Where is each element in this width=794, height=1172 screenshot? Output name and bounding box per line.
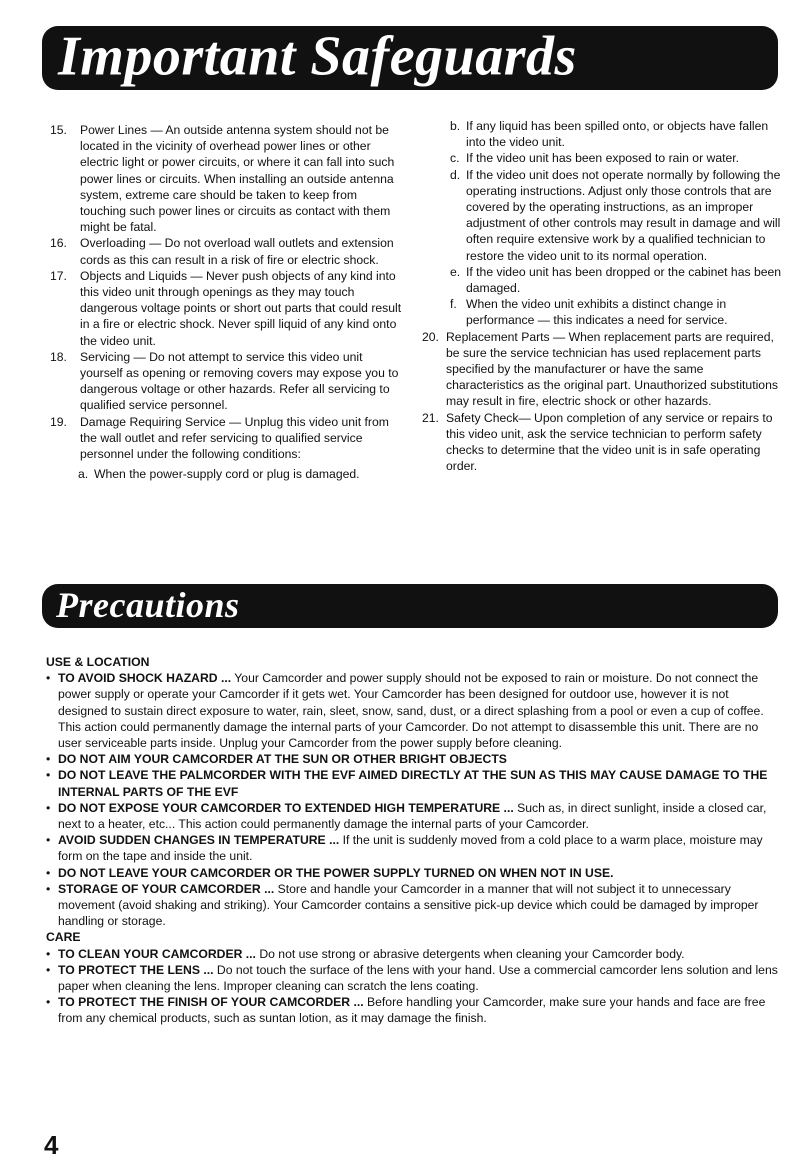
precautions-section [46, 654, 780, 1027]
safeguard-item-21: 21. Safety Check— Upon completion of any service or repairs to this video unit, ask the service technician to perform safety checks to determine that the video unit is in safe operating order. [422, 410, 773, 474]
care-heading: CARE [46, 930, 81, 945]
safeguard-item-16: 16. Overloading — Do not overload wall outlets and extension cords as this can result in a risk of fire or electric shock. [50, 236, 394, 267]
safeguard-subitem-b: b. If any liquid has been spilled onto, or objects have fallen into the video unit. [450, 119, 769, 150]
safeguard-item-15: 15. Power Lines — An outside antenna system should not be located in the vicinity of overhead power lines or other electric light or power circuits, or where it can fall into such power lines or circuits. When installing an outside antenna system, extreme care should be taken to keep from touching such power lines or circuits as contact with them might be fatal. [50, 123, 395, 235]
safeguard-subitem-c: c. If the video unit has been exposed to rain or water. [450, 151, 740, 166]
precaution-item: • AVOID SUDDEN CHANGES IN TEMPERATURE ... If the unit is suddenly moved from a cold place to a warm place, moisture may form on the tape and inside the unit. [46, 833, 763, 864]
safeguard-item-18: 18. Servicing — Do not attempt to service this video unit yourself as opening or removing covers may expose you to dangerous voltage or other hazards. Refer all servicing to qualified service personnel. [50, 349, 399, 413]
precaution-item: • DO NOT AIM YOUR CAMCORDER AT THE SUN OR OTHER BRIGHT OBJECTS [46, 752, 507, 767]
safeguards-left-column [50, 122, 402, 482]
care-item: • TO PROTECT THE FINISH OF YOUR CAMCORDER ... Before handling your Camcorder, make sure your hands and face are free from any chemical products, such as suntan lotion, as it may damage the finish. [46, 995, 766, 1026]
precaution-item: • DO NOT EXPOSE YOUR CAMCORDER TO EXTENDED HIGH TEMPERATURE ... Such as, in direct sunlight, inside a closed car, next to a heater, etc... This action could permanently damage the internal parts of your Camcorder. [46, 800, 767, 832]
precaution-item: • DO NOT LEAVE THE PALMCORDER WITH THE EVF AIMED DIRECTLY AT THE SUN AS THIS MAY CAUSE DAMAGE TO THE INTERNAL PARTS OF THE EVF [46, 768, 768, 799]
safeguard-subitem-e: e. If the video unit has been dropped or the cabinet has been damaged. [450, 264, 782, 296]
safeguards-right-column [422, 118, 782, 474]
page-number: 4 [44, 1130, 59, 1160]
precaution-item: • DO NOT LEAVE YOUR CAMCORDER OR THE POWER SUPPLY TURNED ON WHEN NOT IN USE. [46, 865, 614, 880]
safeguard-item-20: 20. Replacement Parts — When replacement parts are required, be sure the service technician has used replacement parts specified by the manufacturer or have the same characteristics as the original part. Unauthorized substitutions may result in fire, electric shock or other hazards. [422, 329, 778, 409]
safeguard-subitem-a: a. When the power-supply cord or plug is damaged. [78, 467, 360, 482]
precaution-item: • STORAGE OF YOUR CAMCORDER ... Store and handle your Camcorder in a manner that will not subject it to unnecessary movement (avoid shaking and striking). Your Camcorder contains a sensitive pick-up device which could be damaged by improper handling or storage. [46, 881, 759, 929]
safeguard-subitem-f: f. When the video unit exhibits a distinct change in performance — this indicates a need for service. [450, 297, 728, 328]
precaution-item: • TO AVOID SHOCK HAZARD ... Your Camcorder and power supply should not be exposed to rain or moisture. Do not connect the power supply or operate your Camcorder if it gets wet. Your Camcorder has been designed for outdoor use, however it is not designed to sustain direct exposure to water, rain, sleet, snow, sand, dust, or a direct splashing from a pool or even a cup of coffee. This action could permanently damage the internal parts of your Camcorder. Do not attempt to disassemble this unit. There are no user serviceable parts inside. Unplug your Camcorder from the power supply before cleaning. [46, 671, 764, 751]
safeguard-item-19: 19. Damage Requiring Service — Unplug this video unit from the wall outlet and refer servicing to qualified service personnel under the following conditions: [50, 414, 389, 462]
safeguard-subitem-d: d. If the video unit does not operate normally by following the operating instructions. Adjust only those controls that are covered by the operating instructions, as an improper adjustment of other controls may result in damage and will often require extensive work by a qualified technician to restore the video unit to its normal operation. [450, 167, 781, 263]
care-item: • TO CLEAN YOUR CAMCORDER ... Do not use strong or abrasive detergents when cleaning your Camcorder body. [46, 946, 685, 961]
precautions-banner [42, 584, 778, 628]
precautions-title: Precautions [56, 585, 240, 626]
safeguards-banner [42, 26, 778, 90]
use-location-heading: USE & LOCATION [46, 655, 150, 669]
safeguard-item-17: 17. Objects and Liquids — Never push objects of any kind into this video unit through openings as they may touch dangerous voltage points or short out parts that could result in a fire or electric shock. Never spill liquid of any kind onto the video unit. [50, 268, 402, 348]
safeguards-title: Important Safeguards [58, 25, 577, 88]
care-item: • TO PROTECT THE LENS ... Do not touch the surface of the lens with your hand. Use a commercial camcorder lens solution and lens paper when cleaning the lens. Improper cleaning can scratch the lens coating. [46, 962, 778, 994]
